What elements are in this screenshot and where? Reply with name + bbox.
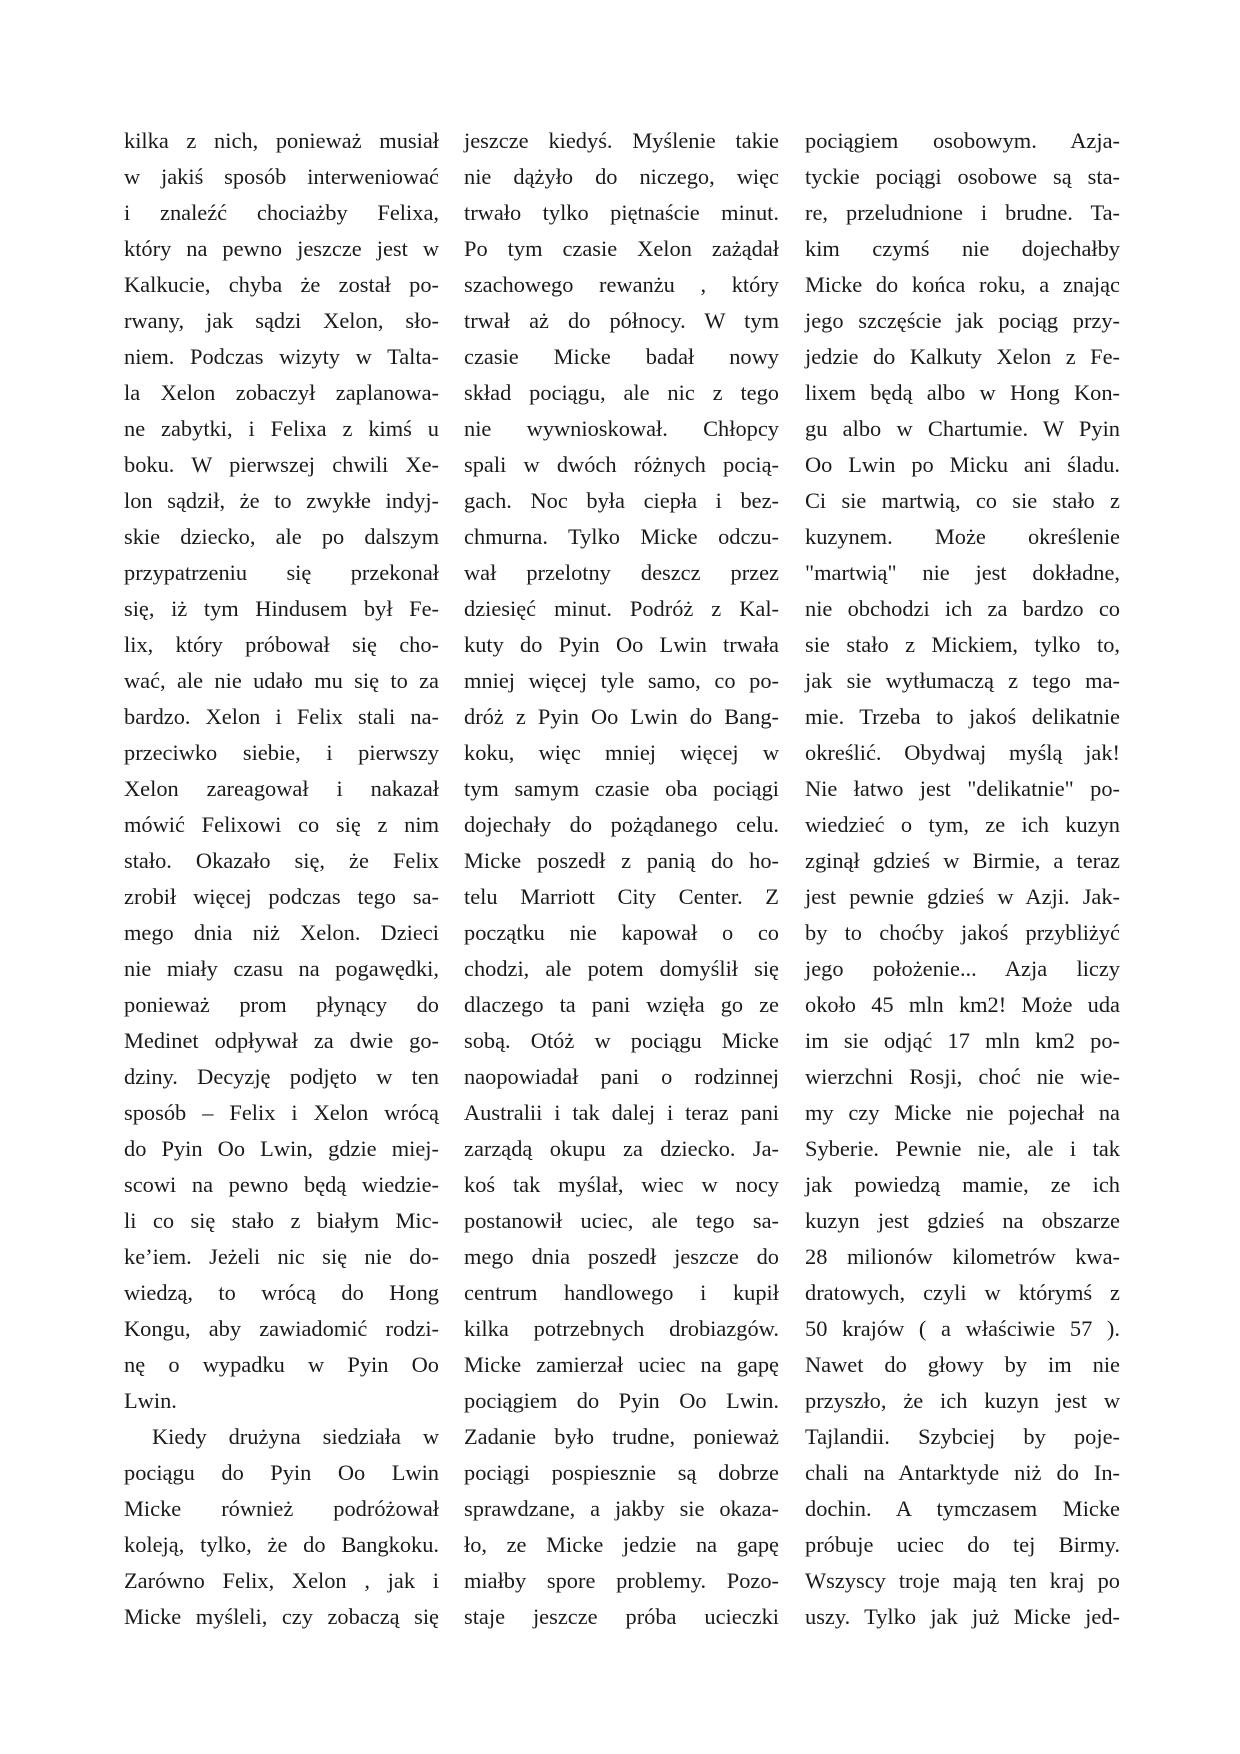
text-line: Wszyscy troje mają ten kraj po [805, 1568, 1120, 1593]
text-line: jest pewnie gdzieś w Azji. Jak- [805, 884, 1120, 909]
text-line: przypatrzeniu się przekonał [124, 560, 439, 585]
text-line: dratowych, czyli w którymś z [805, 1280, 1120, 1305]
text-line: dziesięć minut. Podróż z Kal- [464, 596, 779, 621]
text-line: miałby spore problemy. Pozo- [464, 1568, 779, 1593]
text-line: Po tym czasie Xelon zażądał [464, 236, 779, 261]
text-line: jego szczęście jak pociąg przy- [805, 308, 1120, 333]
text-line: Micke myśleli, czy zobaczą się [124, 1604, 439, 1629]
text-line: tym samym czasie oba pociągi [464, 776, 779, 801]
text-line: zrobił więcej podczas tego sa- [124, 884, 439, 909]
text-line: do Pyin Oo Lwin, gdzie miej- [124, 1136, 439, 1161]
text-line: skie dziecko, ale po dalszym [124, 524, 439, 549]
text-line: jeszcze kiedyś. Myślenie takie [464, 128, 779, 153]
text-line: ło, ze Micke jedzie na gapę [464, 1532, 779, 1557]
text-line: spali w dwóch różnych pocią- [464, 452, 779, 477]
text-line: dlaczego ta pani wzięła go ze [464, 992, 779, 1017]
text-line: staje jeszcze próba ucieczki [464, 1604, 779, 1629]
text-column-1 [124, 123, 439, 1635]
text-line: kim czymś nie dojechałby [805, 236, 1120, 261]
text-line: sprawdzane, a jakby sie okaza- [464, 1496, 779, 1521]
text-line: wierzchni Rosji, choć nie wie- [805, 1064, 1120, 1089]
text-line: mie. Trzeba to jakoś delikatnie [805, 704, 1120, 729]
text-line: koś tak myślał, wiec w nocy [464, 1172, 779, 1197]
text-line: postanowił uciec, ale tego sa- [464, 1208, 779, 1233]
text-line: Syberie. Pewnie nie, ale i tak [805, 1136, 1120, 1161]
text-line: koleją, tylko, że do Bangkoku. [124, 1532, 439, 1557]
text-line: jak powiedzą mamie, ze ich [805, 1172, 1120, 1197]
text-line: w jakiś sposób interweniować [124, 164, 439, 189]
text-line: jego położenie... Azja liczy [805, 956, 1120, 981]
text-line: trwał aż do północy. W tym [464, 308, 779, 333]
text-line: przeciwko siebie, i pierwszy [124, 740, 439, 765]
text-line: chali na Antarktyde niż do In- [805, 1460, 1120, 1485]
text-line: Kongu, aby zawiadomić rodzi- [124, 1316, 439, 1341]
text-line: Tajlandii. Szybciej by poje- [805, 1424, 1120, 1449]
text-line: kilka z nich, ponieważ musiał [124, 128, 439, 153]
text-line: sie stało z Mickiem, tylko to, [805, 632, 1120, 657]
text-line: ne zabytki, i Felixa z kimś u [124, 416, 439, 441]
text-line: Micke również podróżował [124, 1496, 439, 1521]
text-line: Xelon zareagował i nakazał [124, 776, 439, 801]
text-line: Micke zamierzał uciec na gapę [464, 1352, 779, 1377]
text-line: Micke poszedł z panią do ho- [464, 848, 779, 873]
text-line: lon sądził, że to zwykłe indyj- [124, 488, 439, 513]
text-line: telu Marriott City Center. Z [464, 884, 779, 909]
text-line: nie wywnioskował. Chłopcy [464, 416, 779, 441]
text-line: Nie łatwo jest "delikatnie" po- [805, 776, 1120, 801]
text-line: szachowego rewanżu , który [464, 272, 779, 297]
text-line: kuzynem. Może określenie [805, 524, 1120, 549]
text-line: Nawet do głowy by im nie [805, 1352, 1120, 1377]
text-line: Australii i tak dalej i teraz pani [464, 1100, 779, 1125]
text-line: Lwin. [124, 1388, 177, 1413]
text-line: stało. Okazało się, że Felix [124, 848, 439, 873]
text-line: nie obchodzi ich za bardzo co [805, 596, 1120, 621]
text-line: czasie Micke badał nowy [464, 344, 779, 369]
text-line: lixem będą albo w Hong Kon- [805, 380, 1120, 405]
text-line: dziny. Decyzję podjęto w ten [124, 1064, 439, 1089]
text-line: mego dnia poszedł jeszcze do [464, 1244, 779, 1269]
text-line: Zarówno Felix, Xelon , jak i [124, 1568, 439, 1593]
text-line: próbuje uciec do tej Birmy. [805, 1532, 1120, 1557]
text-line: rwany, jak sądzi Xelon, sło- [124, 308, 439, 333]
text-line: się, iż tym Hindusem był Fe- [124, 596, 439, 621]
text-line: pociągi pospiesznie są dobrze [464, 1460, 779, 1485]
text-column-2 [464, 123, 779, 1635]
text-line: przyszło, że ich kuzyn jest w [805, 1388, 1120, 1413]
text-line: mego dnia niż Xelon. Dzieci [124, 920, 439, 945]
text-line: wać, ale nie udało mu się to za [124, 668, 439, 693]
text-line: tyckie pociągi osobowe są sta- [805, 164, 1120, 189]
text-line: mówić Felixowi co się z nim [124, 812, 439, 837]
text-line: kuzyn jest gdzieś na obszarze [805, 1208, 1120, 1233]
text-line: Ci sie martwią, co sie stało z [805, 488, 1120, 513]
text-line: nę o wypadku w Pyin Oo [124, 1352, 439, 1377]
text-line: gach. Noc była ciepła i bez- [464, 488, 779, 513]
text-line: chodzi, ale potem domyślił się [464, 956, 779, 981]
text-line: początku nie kapował o co [464, 920, 779, 945]
text-line: sposób – Felix i Xelon wrócą [124, 1100, 439, 1125]
text-line: "martwią" nie jest dokładne, [805, 560, 1120, 585]
text-line: pociągiem do Pyin Oo Lwin. [464, 1388, 779, 1413]
text-line: zarządą okupu za dziecko. Ja- [464, 1136, 779, 1161]
text-line: uszy. Tylko jak już Micke jed- [805, 1604, 1120, 1629]
text-line: wał przelotny deszcz przez [464, 560, 779, 585]
text-line: chmurna. Tylko Micke odczu- [464, 524, 779, 549]
text-line: sobą. Otóż w pociągu Micke [464, 1028, 779, 1053]
text-line: koku, więc mniej więcej w [464, 740, 779, 765]
text-line: gu albo w Chartumie. W Pyin [805, 416, 1120, 441]
text-line: Micke do końca roku, a znając [805, 272, 1120, 297]
text-line: wiedzieć o tym, ze ich kuzyn [805, 812, 1120, 837]
text-line: wiedzą, to wrócą do Hong [124, 1280, 439, 1305]
text-line: i znaleźć chociażby Felixa, [124, 200, 439, 225]
text-line: około 45 mln km2! Może uda [805, 992, 1120, 1017]
text-line: jak sie wytłumaczą z tego ma- [805, 668, 1120, 693]
text-line: ponieważ prom płynący do [124, 992, 439, 1017]
text-line: Zadanie było trudne, ponieważ [464, 1424, 779, 1449]
text-line: trwało tylko piętnaście minut. [464, 200, 779, 225]
text-line: dochin. A tymczasem Micke [805, 1496, 1120, 1521]
text-line: kilka potrzebnych drobiazgów. [464, 1316, 779, 1341]
text-line: określić. Obydwaj myślą jak! [805, 740, 1120, 765]
text-line: nie miały czasu na pogawędki, [124, 956, 439, 981]
text-line: skład pociągu, ale nic z tego [464, 380, 779, 405]
text-line: nie dążyło do niczego, więc [464, 164, 779, 189]
text-line: bardzo. Xelon i Felix stali na- [124, 704, 439, 729]
text-line: la Xelon zobaczył zaplanowa- [124, 380, 439, 405]
text-line: im sie odjąć 17 mln km2 po- [805, 1028, 1120, 1053]
text-line: re, przeludnione i brudne. Ta- [805, 200, 1120, 225]
text-line: scowi na pewno będą wiedzie- [124, 1172, 439, 1197]
text-line: ke’iem. Jeżeli nic się nie do- [124, 1244, 439, 1269]
text-line: Medinet odpływał za dwie go- [124, 1028, 439, 1053]
text-line: dojechały do pożądanego celu. [464, 812, 779, 837]
text-line: 28 milionów kilometrów kwa- [805, 1244, 1120, 1269]
text-line: jedzie do Kalkuty Xelon z Fe- [805, 344, 1120, 369]
text-line: zginął gdzieś w Birmie, a teraz [805, 848, 1120, 873]
text-line: pociągiem osobowym. Azja- [805, 128, 1120, 153]
text-line: centrum handlowego i kupił [464, 1280, 779, 1305]
text-line: dróż z Pyin Oo Lwin do Bang- [464, 704, 779, 729]
text-line: mniej więcej tyle samo, co po- [464, 668, 779, 693]
text-line: by to choćby jakoś przybliżyć [805, 920, 1120, 945]
text-line: który na pewno jeszcze jest w [124, 236, 439, 261]
text-line: 50 krajów ( a właściwie 57 ). [805, 1316, 1120, 1341]
text-line: lix, który próbował się cho- [124, 632, 439, 657]
text-column-3 [805, 123, 1120, 1635]
text-line: naopowiadał pani o rodzinnej [464, 1064, 779, 1089]
text-line: boku. W pierwszej chwili Xe- [124, 452, 439, 477]
text-line: Oo Lwin po Micku ani śladu. [805, 452, 1120, 477]
text-line: Kiedy drużyna siedziała w [152, 1424, 439, 1449]
text-line: niem. Podczas wizyty w Talta- [124, 344, 439, 369]
text-line: Kalkucie, chyba że został po- [124, 272, 439, 297]
text-line: kuty do Pyin Oo Lwin trwała [464, 632, 779, 657]
text-line: pociągu do Pyin Oo Lwin [124, 1460, 439, 1485]
text-line: li co się stało z białym Mic- [124, 1208, 439, 1233]
text-line: my czy Micke nie pojechał na [805, 1100, 1120, 1125]
